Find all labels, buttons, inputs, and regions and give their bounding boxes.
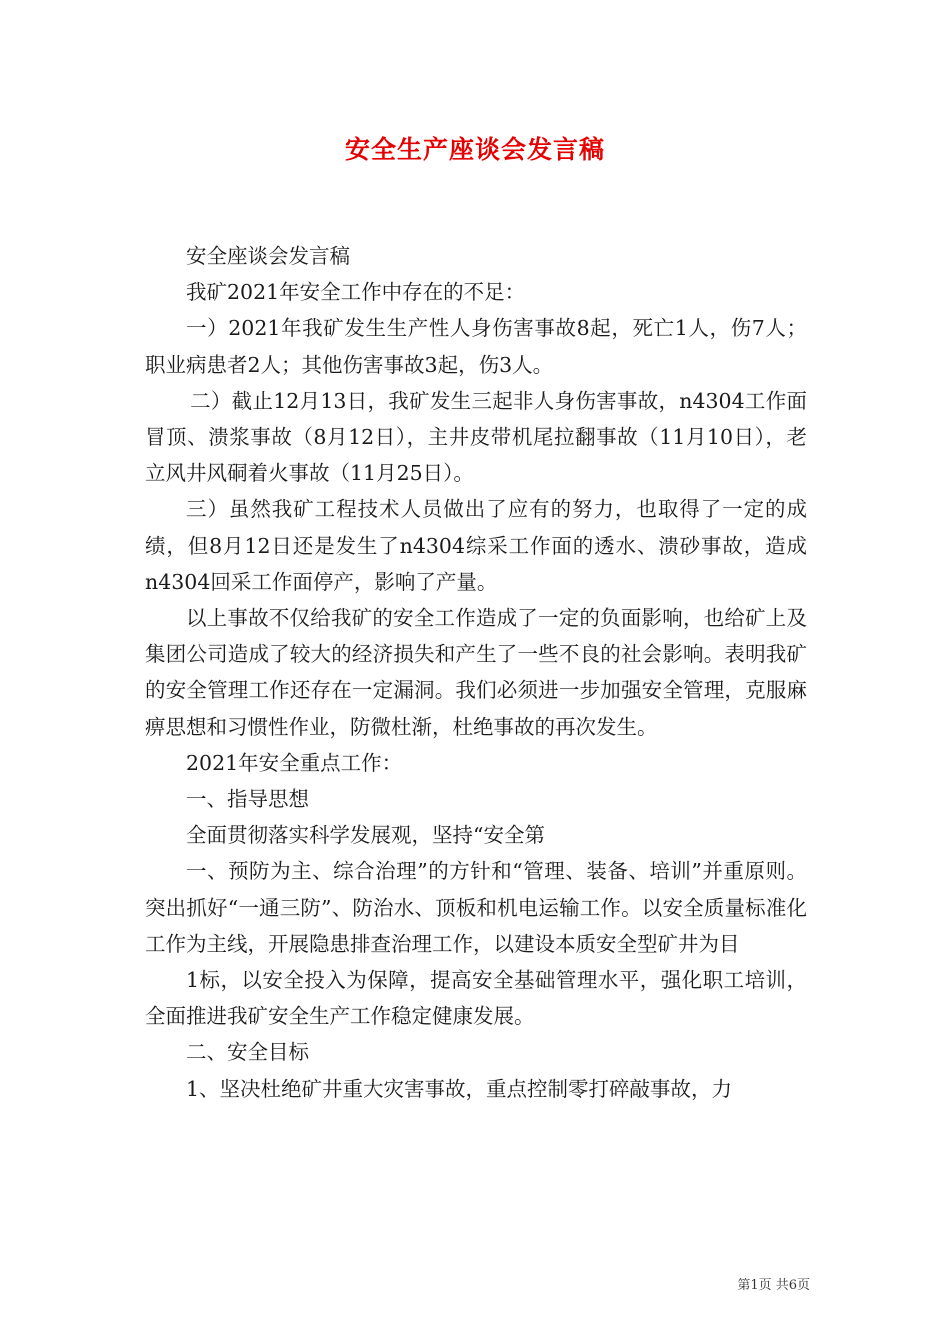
paragraph: 2021年安全重点工作： [186, 750, 403, 775]
paragraph: 以上事故不仅给我矿的安全工作造成了一定的负面影响，也给矿上及集团公司造成了较大的经济损失和产生了一些不良的社会影响。表明我矿的安全管理工作还存在一定漏洞。我们必须进一步加强安全管理，克服麻痹思想和习惯性作业，防微杜渐，杜绝事故的再次发生。 [145, 606, 807, 739]
paragraph: 二）截止12月13日，我矿发生三起非人身伤害事故，n4304工作面冒顶、溃浆事故（8月12日），主井皮带机尾拉翻事故（11月10日），老立风井风硐着火事故（11月25日）。 [145, 388, 807, 486]
paragraph: 二、安全目标 [186, 1040, 309, 1065]
paragraph: 1、坚决杜绝矿井重大灾害事故，重点控制零打碎敲事故，力 [186, 1076, 733, 1101]
paragraph: 安全座谈会发言稿 [186, 244, 350, 268]
document-body [145, 238, 807, 1107]
document-title: 安全生产座谈会发言稿 [344, 135, 605, 164]
paragraph: 一）2021年我矿发生生产性人身伤害事故8起，死亡1人，伤7人；职业病患者2人；其他伤害事故3起，伤3人。 [145, 316, 807, 377]
paragraph: 1标，以安全投入为保障，提高安全基础管理水平，强化职工培训，全面推进我矿安全生产工作稳定健康发展。 [145, 968, 807, 1029]
paragraph: 全面贯彻落实科学发展观，坚持“安全第 [186, 823, 545, 848]
paragraph: 一、指导思想 [186, 787, 309, 812]
paragraph: 一、预防为主、综合治理”的方针和“管理、装备、培训”并重原则。突出抓好“一通三防”、防治水、顶板和机电运输工作。以安全质量标准化工作为主线，开展隐患排查治理工作，以建设本质安全型矿井为目 [145, 859, 807, 956]
paragraph: 我矿2021年安全工作中存在的不足： [186, 280, 526, 305]
paragraph: 三）虽然我矿工程技术人员做出了应有的努力，也取得了一定的成绩，但8月12日还是发生了n4304综采工作面的透水、溃砂事故，造成n4304回采工作面停产，影响了产量。 [145, 497, 807, 594]
page-number: 第1页 共6页 [737, 1278, 810, 1293]
